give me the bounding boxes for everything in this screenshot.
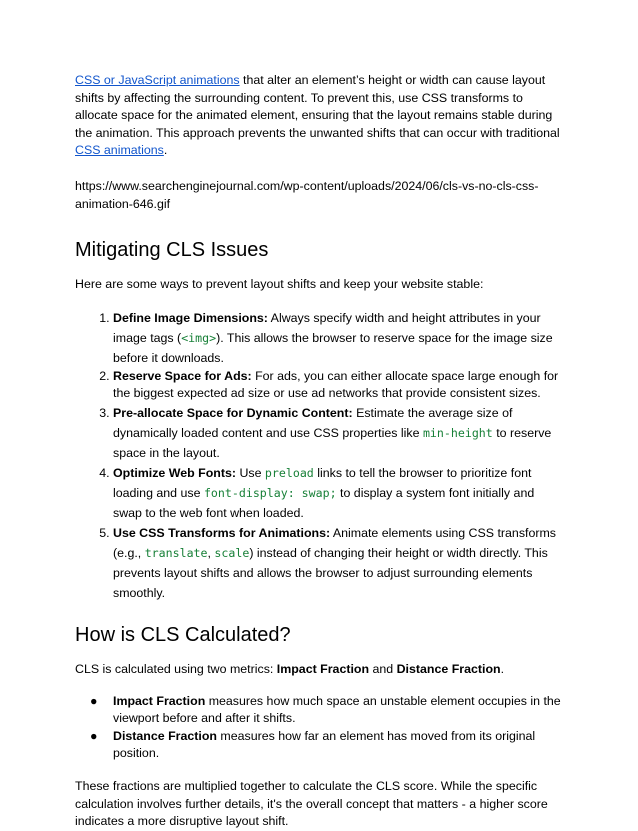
code-preload: preload	[264, 465, 314, 480]
item-text: ). This allows the browser to reserve space for the image size before it downloads.	[113, 330, 553, 365]
heading-mitigating-cls: Mitigating CLS Issues	[75, 239, 269, 262]
bullet-text: measures how far an element has moved from its original position.	[113, 728, 536, 761]
item-text: ,	[207, 545, 215, 560]
item-text: Estimate the average size of dynamically loaded content and use CSS properties like	[113, 405, 513, 440]
item-title: Reserve Space for Ads:	[113, 368, 252, 383]
bullet-icon: ●	[90, 728, 98, 743]
item-title: Optimize Web Fonts:	[113, 465, 236, 480]
item-text: For ads, you can either allocate space large enough for the biggest expected ad size or use ad networks that provide consistent sizes.	[113, 368, 559, 401]
item-text: Always specify width and height attributes in your image tags (	[113, 310, 541, 345]
calc-intro-bold: Distance Fraction	[396, 661, 501, 676]
item-text: links to tell the browser to prioritize font loading and use	[113, 465, 532, 500]
closing-paragraph: These fractions are multiplied together to calculate the CLS score. While the specific calculation involves further details, it's the overall concept that matters - a higher score indicates a more disruptive layout shift.	[75, 778, 548, 829]
intro-paragraph	[75, 72, 565, 160]
calc-intro-text: CLS is calculated using two metrics:	[75, 661, 277, 676]
item-text: to display a system font initially and swap to the web font when loaded.	[113, 485, 535, 520]
bullet-icon: ●	[90, 693, 98, 708]
calc-intro-text: .	[500, 661, 505, 676]
mitigating-intro: Here are some ways to prevent layout shifts and keep your website stable:	[75, 277, 484, 292]
intro-text-2: .	[163, 143, 168, 158]
bullet-text: measures how much space an unstable element occupies in the viewport before and after it shifts.	[113, 693, 561, 726]
code-font-display: font-display: swap;	[203, 485, 337, 500]
heading-how-cls-calculated: How is CLS Calculated?	[75, 623, 291, 646]
bullet-distance-fraction	[90, 728, 565, 763]
image-url-text: https://www.searchenginejournal.com/wp-content/uploads/2024/06/cls-vs-no-cls-css-animation-646.gif	[75, 178, 539, 211]
bullet-impact-fraction	[90, 693, 565, 728]
item-text: Animate elements using CSS transforms (e.g.,	[113, 525, 556, 560]
item-title: Define Image Dimensions:	[113, 310, 268, 325]
list-item-image-dimensions	[113, 308, 565, 368]
item-text: Use	[236, 465, 265, 480]
css-js-animations-link[interactable]: CSS or JavaScript animations	[75, 73, 240, 87]
list-item-reserve-ads	[113, 368, 565, 403]
calc-intro-bold: Impact Fraction	[276, 661, 370, 676]
metrics-bullet-list	[75, 693, 565, 763]
item-title: Use CSS Transforms for Animations:	[113, 525, 331, 540]
code-translate: translate	[144, 545, 208, 560]
bullet-title: Impact Fraction	[113, 693, 206, 708]
item-title: Pre-allocate Space for Dynamic Content:	[113, 405, 353, 420]
css-animations-link[interactable]: CSS animations	[75, 143, 164, 158]
calc-intro	[75, 661, 565, 679]
code-min-height: min-height	[422, 425, 493, 440]
code-scale: scale	[214, 545, 250, 560]
item-text: ) instead of changing their height or width directly. This prevents layout shifts and allows the browser to adjust surrounding elements smoothly.	[113, 545, 548, 600]
list-item-css-transforms	[113, 523, 565, 603]
item-text: to reserve space in the layout.	[113, 425, 552, 460]
list-item-dynamic-content	[113, 403, 565, 463]
calc-intro-text: and	[369, 661, 397, 676]
mitigation-list	[75, 308, 565, 603]
document-page	[75, 72, 565, 831]
code-img: <img>	[181, 330, 217, 345]
bullet-title: Distance Fraction	[113, 728, 217, 743]
intro-text-1: that alter an element’s height or width can cause layout shifts by affecting the surrounding content. To prevent this, use CSS transforms to allocate space for the animated element, ensuring that the layout remains stable during the animation. This approach prevents the unwanted shifts that can occur with traditional	[75, 73, 560, 140]
list-item-web-fonts	[113, 463, 565, 523]
